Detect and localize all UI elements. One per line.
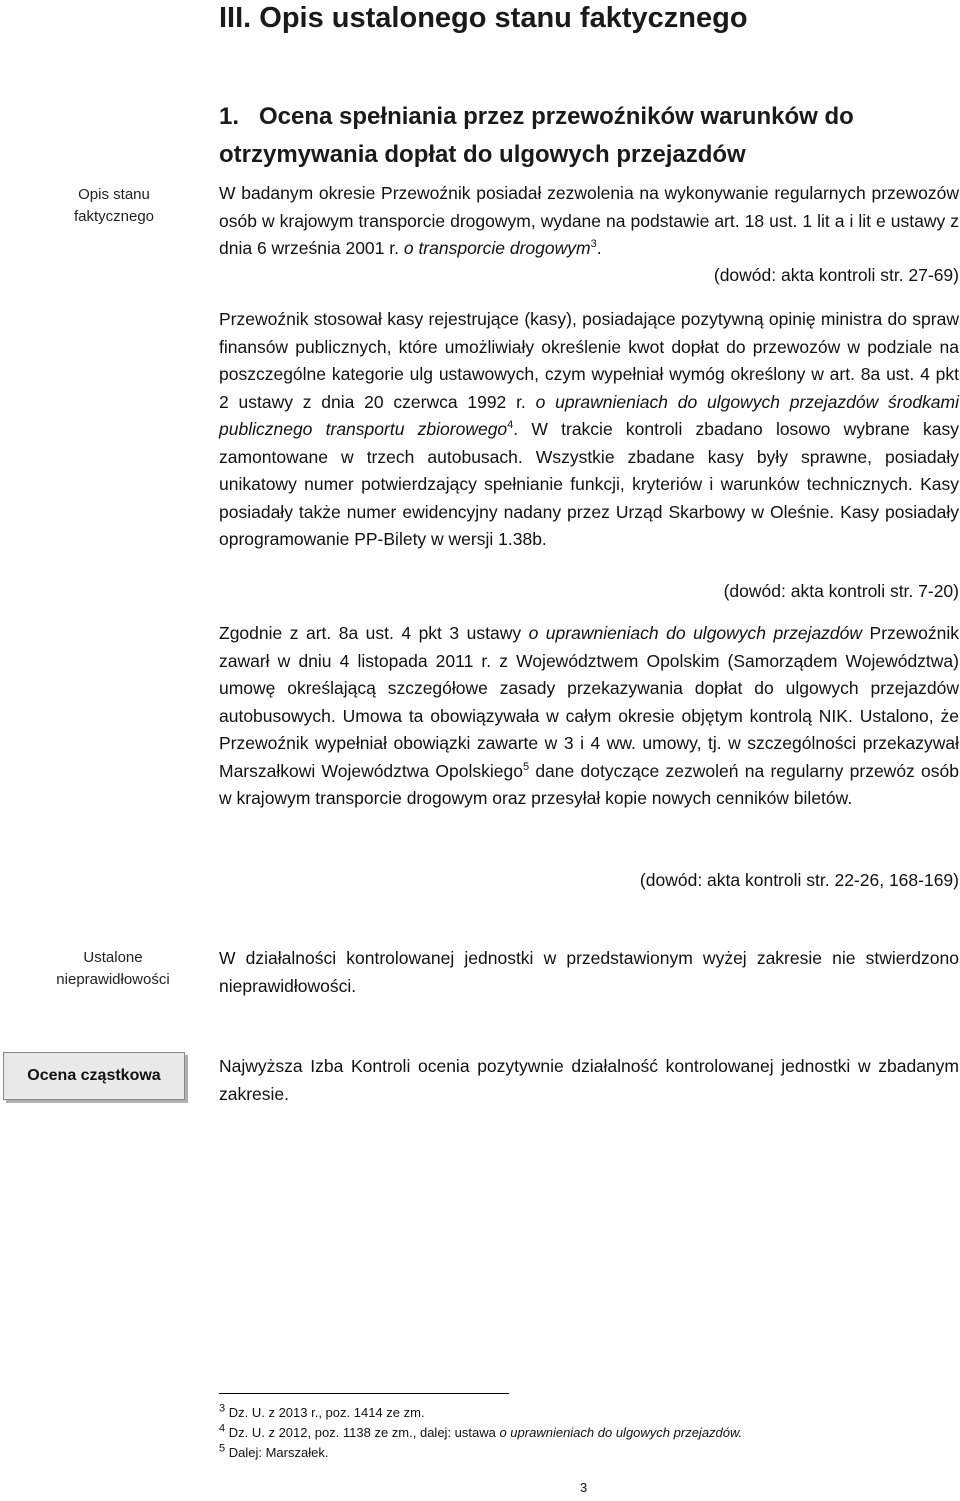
ocena-czastkowa-box — [3, 1052, 185, 1100]
footnote-4: $^4$ Dz. U. z 2012, poz. 1138 ze zm., dalej: ustawa o uprawnieniach do ulgowych przejazdów. — [219, 1422, 743, 1440]
paragraph-5: Najwyższa Izba Kontroli ocenia pozytywnie działalność kontrolowanej jednostki w zbadanym zakresie. — [219, 1056, 959, 1104]
section-title: Ocena spełniania przez przewoźników warunków do otrzymywania dopłat do ulgowych przejazdów — [219, 103, 854, 168]
paragraph-3: Zgodnie z art. 8a ust. 4 pkt 3 ustawy o uprawnieniach do ulgowych przejazdów Przewoźnik zawarł w dniu 4 listopada 2011 r. z Województwem Opolskim (Samorządem Województwa) umowę określającą szczegółowe zasady przekazywania dopłat do ulgowych przejazdów autobusowych. Umowa ta obowiązywała w całym okresie objętym kontrolą NIK. Ustalono, że Przewoźnik wypełniał obowiązki zawarte w 3 i 4 ww. umowy, tj. w szczególności przekazywał Marszałkowi Województwa Opolskiego$^5$ dane dotyczące zezwoleń na regularny przewóz osób w krajowym transporcie drogowym oraz przesyłał kopie nowych cenników biletów. — [219, 623, 960, 808]
sidebar-label-ustalone: Ustalone nieprawidłowości — [56, 949, 170, 988]
paragraph-1: W badanym okresie Przewoźnik posiadał zezwolenia na wykonywanie regularnych przewozów osób w krajowym transporcie drogowym, wydane na podstawie art. 18 ust. 1 lit a i lit e ustawy z dnia 6 września 2001 r. o transporcie drogowym$^3$. — [219, 183, 959, 258]
page-number: 3 — [580, 1480, 588, 1495]
evidence-note-1: (dowód: akta kontroli str. 27-69) — [713, 265, 959, 285]
ocena-czastkowa-label: Ocena cząstkowa — [27, 1067, 161, 1084]
footnote-3: $^3$ Dz. U. z 2013 r., poz. 1414 ze zm. — [219, 1402, 425, 1420]
paragraph-2: Przewoźnik stosował kasy rejestrujące (kasy), posiadające pozytywną opinię ministra do spraw finansów publicznych, które umożliwiały określenie kwot dopłat do przewozów w podziale na poszczególne kategorie ulg ustawowych, czym wypełniał wymóg określony w art. 8a ust. 4 pkt 2 ustawy z dnia 20 czerwca 1992 r. o uprawnieniach do ulgowych przejazdów środkami publicznego transportu zbiorowego$^4$. W trakcie kontroli zbadano losowo wybrane kasy zamontowane w trzech autobusach. Wszystkie zbadane kasy były sprawne, posiadały unikatowy numer potwierdzający spełnianie funkcji, kryteriów i warunków technicznych. Kasy posiadały także numer ewidencyjny nadany przez Urząd Skarbowy w Oleśnie. Kasy posiadały oprogramowanie PP-Bilety w wersji 1.38b. — [219, 309, 960, 549]
section-number: 1. — [219, 103, 240, 130]
footnote-5: $^5$ Dalej: Marszałek. — [219, 1442, 329, 1460]
page-title: III. Opis ustalonego stanu faktycznego — [219, 2, 748, 34]
footnote-ref-5: 5 — [522, 760, 530, 773]
sidebar-label-opis-stanu: Opis stanu faktycznego — [73, 186, 155, 225]
footnote-separator — [219, 1393, 509, 1394]
footnote-ref-3: 3 — [590, 238, 597, 251]
evidence-note-2: (dowód: akta kontroli str. 7-20) — [723, 581, 959, 601]
footnote-ref-4: 4 — [507, 419, 514, 432]
section-heading — [219, 98, 959, 174]
paragraph-4: W działalności kontrolowanej jednostki w przedstawionym wyżej zakresie nie stwierdzono nieprawidłowości. — [219, 948, 959, 996]
evidence-note-3: (dowód: akta kontroli str. 22-26, 168-169) — [639, 870, 959, 890]
